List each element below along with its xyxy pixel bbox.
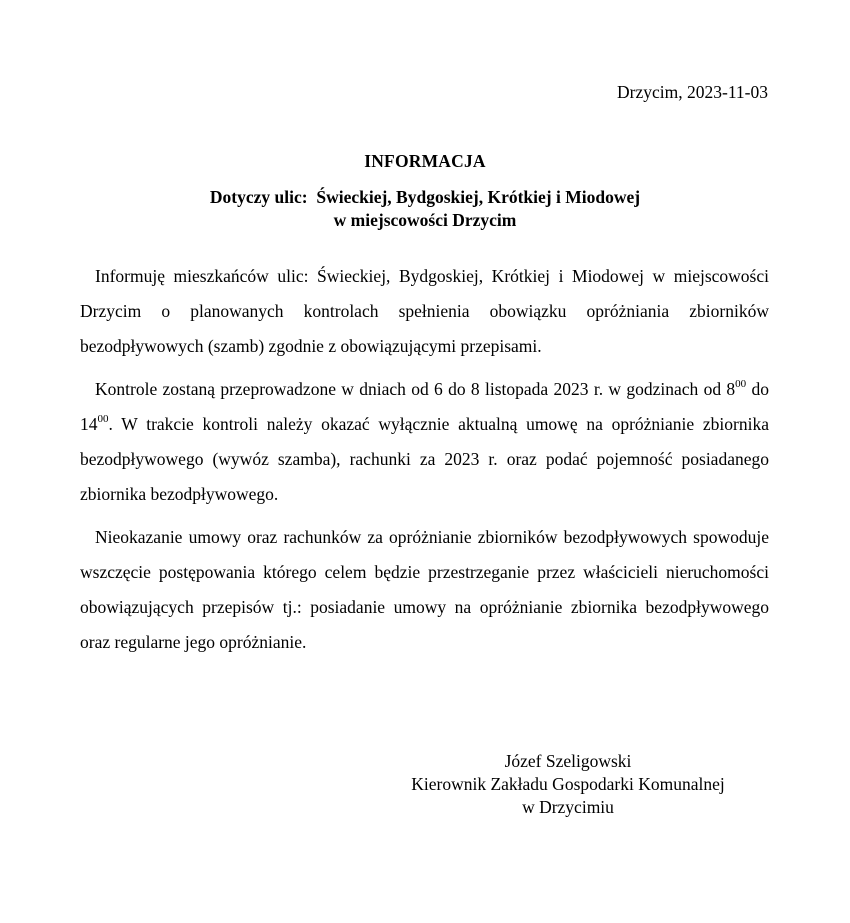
signatory-name: Józef Szeligowski bbox=[504, 751, 632, 771]
signature-block bbox=[388, 750, 748, 819]
document-subject bbox=[0, 186, 850, 232]
time-superscript-end: 00 bbox=[97, 413, 109, 425]
paragraph-2 bbox=[80, 372, 769, 512]
paragraph-2-text-c: . W trakcie kontroli należy okazać wyłącznie aktualną umowę na opróżnianie zbiornika bezodpływowego (wywóz szamba), rachunki za 2023 r. oraz podać pojemność posiadanego zbiornika bezodpływowego. bbox=[80, 414, 769, 504]
subject-line-1: Dotyczy ulic: Świeckiej, Bydgoskiej, Krótkiej i Miodowej bbox=[209, 187, 641, 207]
document-body bbox=[80, 259, 769, 668]
paragraph-2-text-b: do 14 bbox=[80, 379, 769, 434]
subject-line-2: w miejscowości Drzycim bbox=[333, 210, 517, 230]
signatory-location: w Drzycimiu bbox=[522, 797, 614, 817]
time-superscript-start: 00 bbox=[735, 378, 747, 390]
paragraph-1: Informuję mieszkańców ulic: Świeckiej, Bydgoskiej, Krótkiej i Miodowej w miejscowości Drzycim o planowanych kontrolach spełnienia obowiązku opróżniania zbiorników bezodpływowych (szamb) zgodnie z obowiązującymi przepisami. bbox=[80, 266, 769, 356]
paragraph-3: Nieokazanie umowy oraz rachunków za opróżnianie zbiorników bezodpływowych spowoduje wszczęcie postępowania którego celem będzie przestrzeganie przez właścicieli nieruchomości obowiązujących przepisów tj.: posiadanie umowy na opróżnianie zbiornika bezodpływowego oraz regularne jego opróżnianie. bbox=[80, 527, 769, 652]
document-title: INFORMACJA bbox=[364, 151, 486, 171]
signatory-position: Kierownik Zakładu Gospodarki Komunalnej bbox=[411, 774, 725, 794]
place-date: Drzycim, 2023-11-03 bbox=[617, 82, 768, 102]
paragraph-2-text-a: Kontrole zostaną przeprowadzone w dniach od 6 do 8 listopada 2023 r. w godzinach od 8 bbox=[95, 379, 736, 399]
